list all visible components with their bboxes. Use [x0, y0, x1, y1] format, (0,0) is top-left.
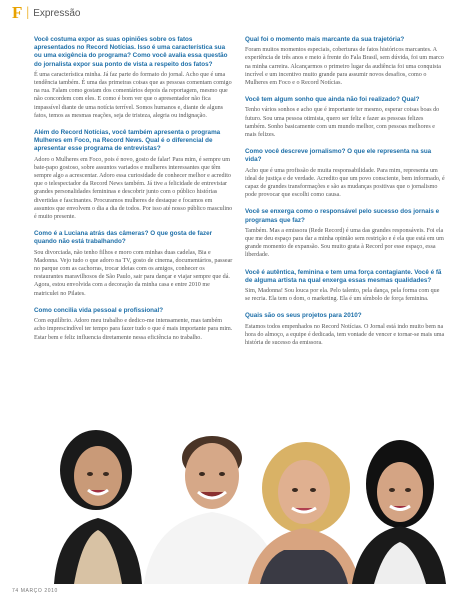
section-title: Expressão: [33, 7, 81, 19]
question: Você é autêntica, feminina e tem uma força contagiante. Você é fã de alguma artista na qual enxerga essas mesmas qualidades?: [245, 268, 442, 284]
answer: Acho que é uma profissão de muita responsabilidade. Para mim, representa um ideal de justiça e de verdade. Acredito que um povo consciente, bem informado, é capaz de grandes transformações e são as mudanças positivas que o jornalismo pode provocar que escolhi como causa.: [245, 167, 445, 199]
answer: Com equilíbrio. Adoro meu trabalho e dedico-me intensamente, mas também acho imprescindível ter tempo para fazer tudo o que é mais importante para mim. Estar bem e feliz influencia diretamente nessa eficiência no trabalho.: [34, 318, 233, 341]
question: Você se enxerga como o responsável pelo sucesso dos jornais e programas que faz?: [245, 208, 440, 224]
answer: Adoro o Mulheres em Foco, pois é novo, gosto de falar! Para mim, é sempre um bate-papo gostoso, sobre assuntos variados e mulheres interessantes que têm sempre algo a acrescentar. Adoro essa curiosidade de conhecer melhor e acredito que o telespectador da Record News também. Já tive a felicidade de entrevistar grandes personalidades femininas e descobrir junto com o público histórias divertidas e fascinantes. Procuramos mulheres de destaque e focamos em assuntos que envolvem o dia a dia de todos. Por isso até nosso público masculino é muito presente.: [34, 156, 233, 221]
answer: Foram muitos momentos especiais, coberturas de fatos históricos marcantes. A experiência de três anos e meio à frente do Fala Brasil, sem dúvida, foi um marco na minha carreira. Alcançarmos o primeiro lugar da audiência foi uma conquista incrível e um incentivo muito grande para assumir novos desafios, como o Mulheres em Foco e o Record Notícias.: [245, 47, 444, 87]
qa-item: [245, 208, 445, 259]
group-photo-illustration: [34, 418, 446, 584]
qa-item: [245, 148, 445, 199]
answer: Sim, Madonna! Sou louca por ela. Pelo talento, pela dança, pela forma com que se recria. Ela tem o dom, o marketing. Ela é um símbolo de força feminina.: [245, 288, 440, 303]
person-3: [248, 442, 360, 584]
group-photo: [34, 418, 446, 584]
answer: Estamos todos empenhados no Record Notícias. O Jornal está indo muito bem na hora do almoço, a equipe é dedicada, tem vontade de vencer e tornar-se mais uma história de sucesso da emissora.: [245, 323, 445, 347]
qa-item: [245, 312, 445, 347]
question: Você tem algum sonho que ainda não foi realizado? Qual?: [245, 96, 420, 104]
page-header: [12, 4, 80, 22]
qa-item: [34, 307, 234, 342]
answer: Tenho vários sonhos e acho que é importante ter mesmo, esperar coisas boas do futuro. Sou uma pessoa otimista, quero ser feliz e fazer as pessoas felizes também. Sonho basicamente com um mundo melhor, com pessoas melhores e mais felizes.: [245, 107, 440, 139]
question: Qual foi o momento mais marcante da sua trajetória?: [245, 36, 405, 43]
left-column: [34, 36, 234, 351]
person-4: [352, 440, 446, 584]
qa-item: [34, 230, 234, 298]
question: Como é a Luciana atrás das câmeras? O que gosta de fazer quando não está trabalhando?: [34, 230, 213, 246]
question: Como você descreve jornalismo? O que ele representa na sua vida?: [245, 148, 432, 164]
question: Como concilia vida pessoal e profissional?: [34, 306, 164, 314]
section-letter: F: [12, 3, 23, 22]
question: Você costuma expor as suas opiniões sobre os fatos apresentados no Record Notícias. Isso é uma característica sua ou uma exigência do programa? Como você avalia essa questão do jornalista expor sua ponto de vista a respeito dos fatos?: [34, 36, 228, 68]
answer: Também. Mas a emissora (Rede Record) é uma das grandes responsáveis. Foi ela que me deu espaço para dar a minha opinião sem restrição e é ela que está em um grande momento de expansão. Sou muito grata à Record por esse espaço, essa liberdade.: [245, 227, 444, 259]
question: Quais são os seus projetos para 2010?: [245, 312, 362, 320]
person-1: [54, 430, 142, 584]
qa-item: [245, 36, 445, 87]
qa-item: [34, 36, 234, 120]
right-column: [245, 36, 445, 356]
qa-item: [34, 129, 234, 221]
page-footer: 74 MARÇO 2010: [12, 588, 58, 594]
qa-item: [245, 96, 445, 139]
header-divider: |: [26, 5, 30, 20]
answer: Sou divorciada, não tenho filhos e moro com minhas duas cadelas, Bia e Madonna. Vejo tudo o que adoro na TV, gosto de cinema, documentários, passear no parque com as cachorras, trocar ideias com os amigos, conhecer os restaurantes maravilhosos de São Paulo, sair para dançar e viajar sempre que dá. Agora, estou envolvida com a decoração da minha casa e entre 2010 me matriculei no Pilates.: [34, 249, 233, 297]
answer: É uma característica minha. Já faz parte do formato do jornal. Acho que é uma tendência também. É uma das primeiras coisas que as pessoas comentam comigo na rua. Falam como gostam dos comentários depois da reportagem, mesmo que não concordem com eles. E como é bom ver que o apresentador não fica impassível diante de uma notícia terrível. Somos humanos e, diante de alguns fatos, temos as mesmas reações, seja de tristeza, alegria ou indignação.: [34, 71, 232, 119]
question: Além do Record Notícias, você também apresenta o programa Mulheres em Foco, na Record News. Qual é o diferencial de apresentar esse programa de entrevistas?: [34, 129, 221, 153]
qa-item: [245, 269, 445, 304]
